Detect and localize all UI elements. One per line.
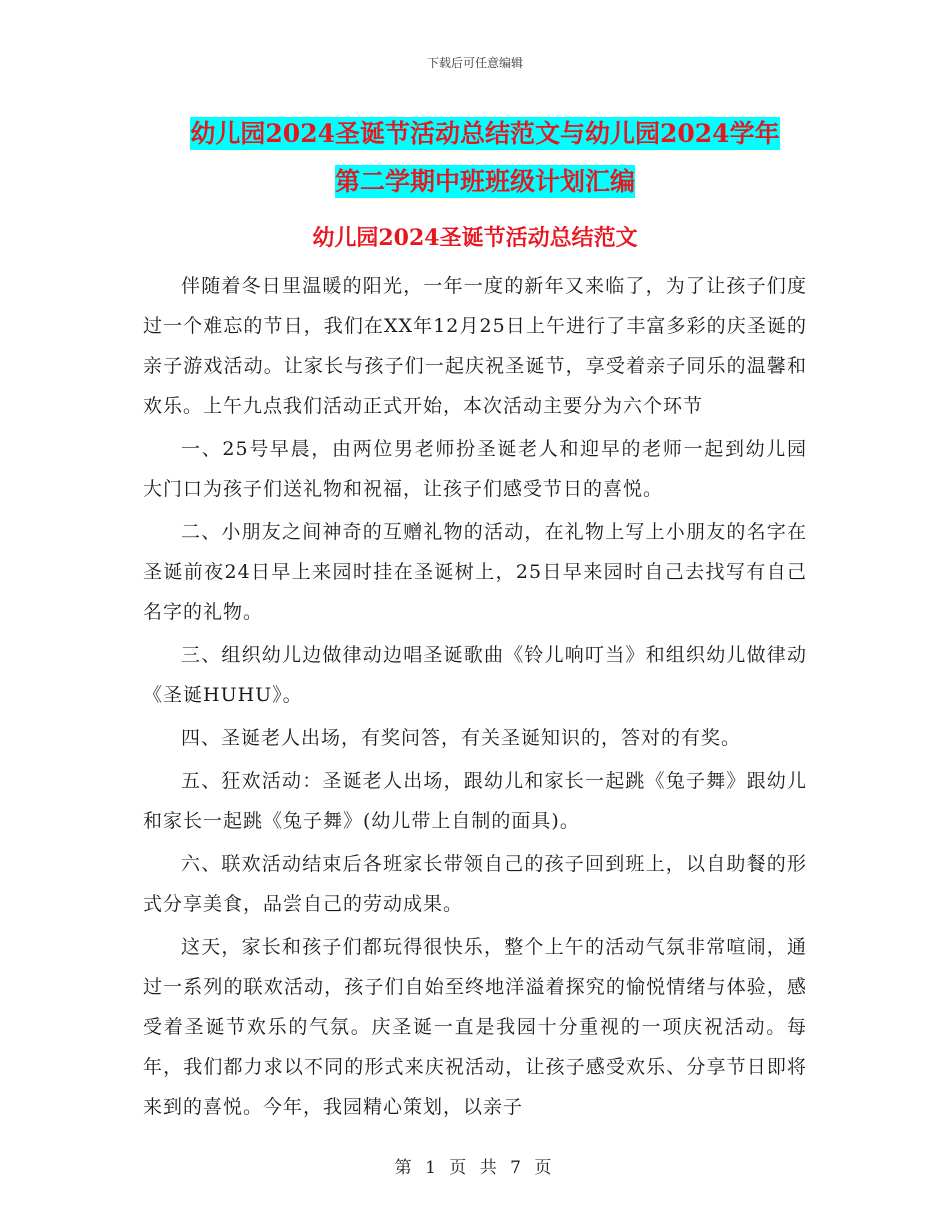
paragraph: 五、狂欢活动：圣诞老人出场，跟幼儿和家长一起跳《兔子舞》跟幼儿和家长一起跳《兔子舞》(幼儿带上自制的面具)。 <box>143 770 807 832</box>
paragraph: 这天，家长和孩子们都玩得很快乐，整个上午的活动气氛非常喧闹，通过一系列的联欢活动，孩子们自始至终地洋溢着探究的愉悦情绪与体验，感受着圣诞节欢乐的气氛。庆圣诞一直是我园十分重视的一项庆祝活动。每年，我们都力求以不同的形式来庆祝活动，让孩子感受欢乐、分享节日即将来到的喜悦。今年，我园精心策划，以亲子 <box>143 936 807 1118</box>
document-title <box>140 110 830 206</box>
document-title-line-2: 第二学期中班班级计划汇编 <box>334 167 635 196</box>
body-text <box>143 266 807 1127</box>
page-number-footer: 第 1 页 共 7 页 <box>394 1158 556 1178</box>
document-title-line-1: 幼儿园2024圣诞节活动总结范文与幼儿园2024学年 <box>190 119 780 148</box>
section-heading: 幼儿园2024圣诞节活动总结范文 <box>312 225 638 251</box>
paragraph: 四、圣诞老人出场，有奖问答，有关圣诞知识的，答对的有奖。 <box>181 727 742 749</box>
page-header-note: 下载后可任意编辑 <box>426 56 523 70</box>
paragraph: 一、25号早晨，由两位男老师扮圣诞老人和迎早的老师一起到幼儿园大门口为孩子们送礼物和祝福，让孩子们感受节日的喜悦。 <box>143 438 807 500</box>
paragraph: 三、组织幼儿边做律动边唱圣诞歌曲《铃儿响叮当》和组织幼儿做律动《圣诞HUHU》。 <box>143 644 807 706</box>
paragraph: 二、小朋友之间神奇的互赠礼物的活动，在礼物上写上小朋友的名字在圣诞前夜24日早上来园时挂在圣诞树上，25日早来园时自己去找写有自己名字的礼物。 <box>143 521 807 623</box>
paragraph: 伴随着冬日里温暖的阳光，一年一度的新年又来临了，为了让孩子们度过一个难忘的节日，我们在XX年12月25日上午进行了丰富多彩的庆圣诞的亲子游戏活动。让家长与孩子们一起庆祝圣诞节，享受着亲子同乐的温馨和欢乐。上午九点我们活动正式开始，本次活动主要分为六个环节 <box>143 275 807 417</box>
paragraph: 六、联欢活动结束后各班家长带领自己的孩子回到班上，以自助餐的形式分享美食，品尝自己的劳动成果。 <box>143 853 807 915</box>
